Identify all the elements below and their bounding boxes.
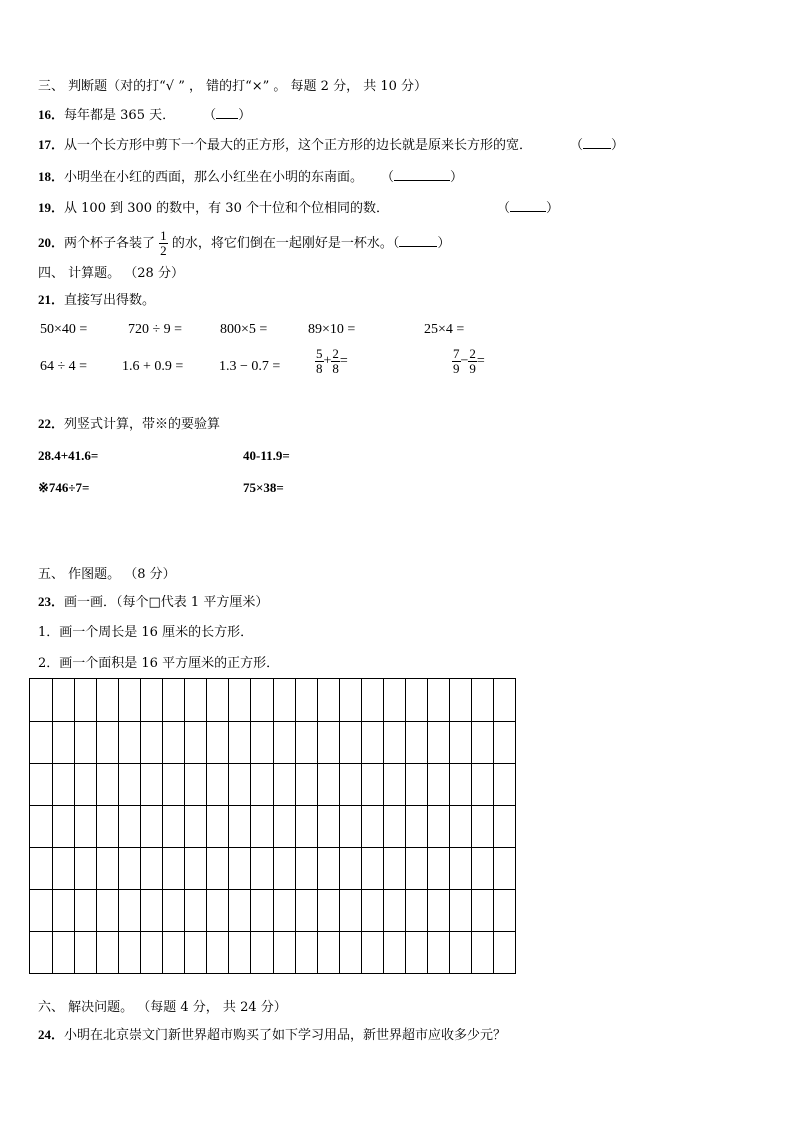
question-16: 16．每年都是 365 天． （ ）	[38, 107, 252, 123]
section-5-heading: 五、 作图题。 （8 分）	[38, 567, 176, 582]
question-number: 18．	[38, 169, 65, 184]
vertical-calc: 75×38=	[243, 480, 284, 495]
oral-calc-expr: 720 ÷ 9 =	[128, 322, 183, 337]
question-17: 17．从一个长方形中剪下一个最大的正方形，这个正方形的边长就是原来长方形的宽． （ ）	[38, 137, 625, 153]
fraction-expr: $\frac{7}{9}$ − $\frac{2}{9}$ =	[453, 346, 485, 376]
question-text: 小明在北京崇文门新世界超市购买了如下学习用品，新世界超市应收多少元？	[64, 1028, 507, 1043]
fraction-expr: $\frac{5}{8}$ + $\frac{2}{8}$ =	[316, 346, 348, 376]
oral-calc-expr: 1.6 + 0.9 =	[122, 359, 184, 374]
drawing-item-2: 2．画一个面积是 16 平方厘米的正方形．	[38, 656, 280, 671]
question-number: 17．	[38, 137, 65, 152]
answer-blank[interactable]	[510, 199, 546, 212]
drawing-item-1: 1．画一个周长是 16 厘米的长方形．	[38, 625, 254, 640]
oral-calc-expr: 1.3 − 0.7 =	[219, 359, 281, 374]
question-number: 20．	[38, 235, 65, 250]
answer-blank[interactable]	[399, 234, 437, 247]
section-3-heading: 三、 判断题（对的打“√ ” ， 错的打“×” 。 每题 2 分， 共 10 分）	[38, 79, 428, 94]
question-number: 19．	[38, 200, 65, 215]
grid-lines	[30, 679, 517, 975]
question-22	[38, 416, 220, 433]
question-text: 直接写出得数。	[64, 293, 156, 308]
question-24	[38, 1027, 506, 1044]
oral-calc-expr: 89×10 =	[308, 322, 356, 337]
answer-blank[interactable]	[583, 136, 611, 149]
question-number: 23．	[38, 594, 65, 609]
question-text: 两个杯子各装了	[64, 236, 156, 251]
question-18: 18．小明坐在小红的西面，那么小红坐在小明的东南面。 （ ）	[38, 169, 464, 185]
fraction: $\frac{1}{2}$	[160, 228, 167, 258]
question-text-cont: 的水，将它们倒在一起刚好是一杯水。	[171, 236, 393, 251]
question-text: 从一个长方形中剪下一个最大的正方形，这个正方形的边长就是原来长方形的宽．	[64, 138, 533, 153]
question-19: 19．从 100 到 300 的数中，有 30 个十位和个位相同的数． （ ）	[38, 200, 560, 216]
square-grid[interactable]	[29, 678, 516, 974]
question-text: 每年都是 365 天．	[64, 108, 176, 123]
question-20: 20．两个杯子各装了 $\frac{1}{2}$ 的水，将它们倒在一起刚好是一杯水。（ ）	[38, 228, 451, 258]
oral-calc-expr: 50×40 =	[40, 322, 88, 337]
question-number: 24．	[38, 1027, 65, 1042]
answer-blank[interactable]	[394, 168, 450, 181]
vertical-calc: ※746÷7=	[38, 480, 90, 495]
question-number: 22．	[38, 416, 65, 431]
question-text: 画一画．（每个□代表 1 平方厘米）	[64, 595, 269, 610]
question-text: 小明坐在小红的西面，那么小红坐在小明的东南面。	[64, 170, 364, 185]
question-number: 21．	[38, 292, 65, 307]
oral-calc-expr: 25×4 =	[424, 322, 465, 337]
section-6-heading: 六、 解决问题。 （每题 4 分， 共 24 分）	[38, 1000, 287, 1015]
oral-calc-expr: 64 ÷ 4 =	[40, 359, 88, 374]
question-text: 从 100 到 300 的数中，有 30 个十位和个位相同的数．	[64, 201, 389, 216]
oral-calc-expr: 800×5 =	[220, 322, 268, 337]
vertical-calc: 40-11.9=	[243, 448, 290, 463]
question-number: 16．	[38, 107, 65, 122]
section-4-heading: 四、 计算题。 （28 分）	[38, 266, 184, 281]
question-21	[38, 292, 155, 309]
vertical-calc: 28.4+41.6=	[38, 448, 99, 463]
answer-blank[interactable]	[216, 106, 238, 119]
question-23	[38, 594, 268, 611]
question-text: 列竖式计算，带※的要验算	[64, 417, 221, 432]
